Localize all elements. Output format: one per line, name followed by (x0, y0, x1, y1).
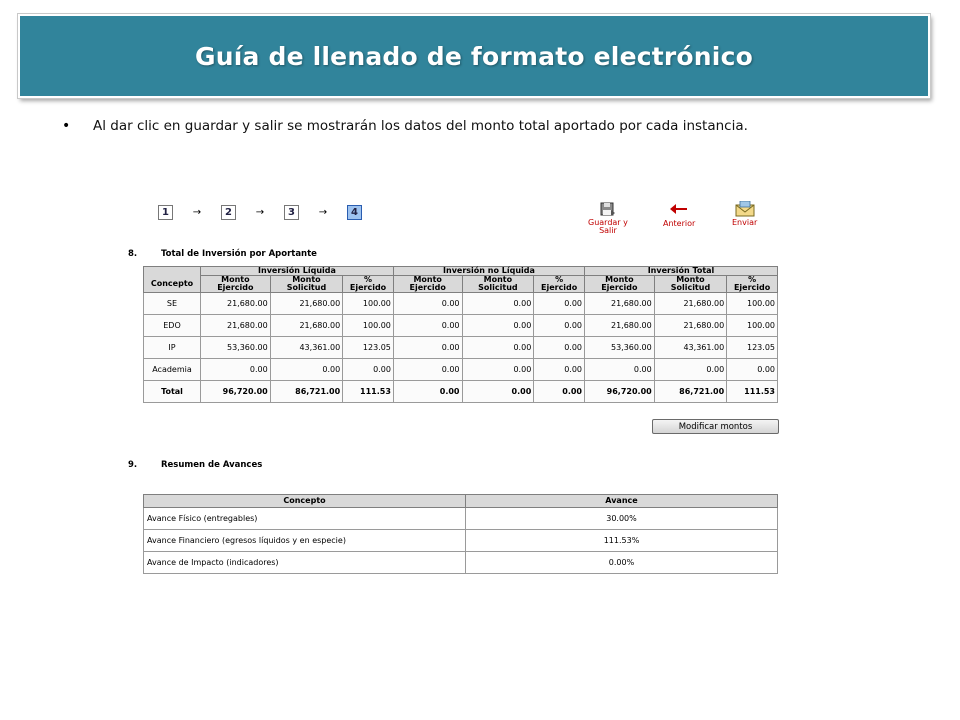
value-cell: 111.53 (343, 381, 394, 403)
value-cell: 53,360.00 (585, 337, 655, 359)
section-8-heading (128, 249, 317, 259)
envelope-icon (735, 201, 755, 217)
embedded-app-screenshot (120, 195, 790, 585)
summary-concept-cell: Avance Físico (entregables) (144, 508, 466, 530)
slide-title: Guía de llenado de formato electrónico (195, 41, 753, 71)
investment-table-body (144, 293, 778, 403)
table-row (144, 337, 778, 359)
progress-summary-table (143, 494, 778, 574)
group-header-total: Inversión Total (585, 267, 778, 276)
summary-header-row (144, 495, 778, 508)
summary-concept-cell: Avance de Impacto (indicadores) (144, 552, 466, 574)
value-cell: 0.00 (534, 337, 585, 359)
step-3-button[interactable]: 3 (284, 205, 299, 220)
value-cell: 0.00 (462, 381, 534, 403)
summary-concept-cell: Avance Financiero (egresos líquidos y en especie) (144, 530, 466, 552)
sub-header-pct-ejercido: % Ejercido (534, 276, 585, 293)
back-arrow-icon (669, 203, 689, 215)
value-cell: 0.00 (201, 359, 271, 381)
concept-header-spacer (144, 267, 201, 276)
step-arrow-icon: → (318, 207, 328, 218)
bullet-marker: • (62, 118, 71, 134)
sub-header-monto-solicitud: Monto Solicitud (654, 276, 726, 293)
previous-label: Anterior (663, 219, 696, 228)
section-8-number: 8. (128, 249, 138, 259)
row-concept-cell: Total (144, 381, 201, 403)
table-row (144, 530, 778, 552)
title-banner (18, 14, 930, 98)
value-cell: 86,721.00 (270, 381, 342, 403)
value-cell: 0.00 (393, 293, 462, 315)
step-4-button[interactable]: 4 (347, 205, 362, 220)
value-cell: 0.00 (534, 381, 585, 403)
summary-avance-cell: 30.00% (466, 508, 778, 530)
value-cell: 100.00 (727, 315, 778, 337)
value-cell: 0.00 (534, 293, 585, 315)
value-cell: 21,680.00 (585, 315, 655, 337)
value-cell: 0.00 (393, 359, 462, 381)
value-cell: 111.53 (727, 381, 778, 403)
value-cell: 21,680.00 (585, 293, 655, 315)
section-9-title: Resumen de Avances (160, 460, 263, 470)
row-concept-cell: IP (144, 337, 201, 359)
value-cell: 100.00 (727, 293, 778, 315)
step-navigation (158, 205, 362, 220)
value-cell: 0.00 (462, 315, 534, 337)
sub-header-pct-ejercido: % Ejercido (343, 276, 394, 293)
value-cell: 0.00 (393, 315, 462, 337)
previous-button[interactable] (663, 203, 695, 228)
sub-header-pct-ejercido: % Ejercido (727, 276, 778, 293)
value-cell: 43,361.00 (654, 337, 726, 359)
summary-header-concepto: Concepto (144, 495, 466, 508)
row-concept-cell: SE (144, 293, 201, 315)
table-row (144, 381, 778, 403)
value-cell: 0.00 (343, 359, 394, 381)
investment-table (143, 266, 778, 403)
summary-table-body (144, 508, 778, 574)
value-cell: 0.00 (393, 381, 462, 403)
section-9-heading (128, 460, 262, 470)
summary-avance-cell: 111.53% (466, 530, 778, 552)
value-cell: 0.00 (393, 337, 462, 359)
value-cell: 21,680.00 (654, 315, 726, 337)
table-row (144, 293, 778, 315)
step-arrow-icon: → (192, 207, 202, 218)
value-cell: 53,360.00 (201, 337, 271, 359)
value-cell: 100.00 (343, 293, 394, 315)
summary-header-avance: Avance (466, 495, 778, 508)
save-exit-button[interactable] (588, 201, 628, 235)
value-cell: 123.05 (343, 337, 394, 359)
value-cell: 43,361.00 (270, 337, 342, 359)
group-header-liquida: Inversión Líquida (201, 267, 394, 276)
value-cell: 100.00 (343, 315, 394, 337)
value-cell: 0.00 (462, 359, 534, 381)
value-cell: 21,680.00 (270, 315, 342, 337)
sub-header-monto-ejercido: Monto Ejercido (201, 276, 271, 293)
value-cell: 0.00 (462, 337, 534, 359)
modificar-montos-button[interactable]: Modificar montos (652, 419, 779, 434)
step-2-button[interactable]: 2 (221, 205, 236, 220)
table-row (144, 508, 778, 530)
sub-header-row (144, 276, 778, 293)
sub-header-monto-ejercido: Monto Ejercido (585, 276, 655, 293)
value-cell: 0.00 (270, 359, 342, 381)
value-cell: 21,680.00 (201, 293, 271, 315)
value-cell: 0.00 (654, 359, 726, 381)
bullet-text: Al dar clic en guardar y salir se mostrarán los datos del monto total aportado por cada instancia. (93, 118, 748, 134)
value-cell: 0.00 (462, 293, 534, 315)
sub-header-monto-solicitud: Monto Solicitud (462, 276, 534, 293)
send-button[interactable] (732, 201, 757, 227)
concept-header: Concepto (144, 276, 201, 293)
value-cell: 21,680.00 (201, 315, 271, 337)
step-arrow-icon: → (255, 207, 265, 218)
table-row (144, 552, 778, 574)
table-row (144, 359, 778, 381)
value-cell: 96,720.00 (585, 381, 655, 403)
group-header-no-liquida: Inversión no Líquida (393, 267, 584, 276)
value-cell: 21,680.00 (270, 293, 342, 315)
table-row (144, 315, 778, 337)
step-1-button[interactable]: 1 (158, 205, 173, 220)
value-cell: 0.00 (534, 359, 585, 381)
save-exit-label: Guardar y Salir (588, 218, 628, 235)
section-8-title: Total de Inversión por Aportante (160, 249, 317, 259)
value-cell: 21,680.00 (654, 293, 726, 315)
save-icon (599, 201, 617, 217)
summary-avance-cell: 0.00% (466, 552, 778, 574)
send-label: Enviar (732, 218, 758, 227)
value-cell: 0.00 (534, 315, 585, 337)
sub-header-monto-ejercido: Monto Ejercido (393, 276, 462, 293)
value-cell: 123.05 (727, 337, 778, 359)
value-cell: 86,721.00 (654, 381, 726, 403)
value-cell: 96,720.00 (201, 381, 271, 403)
value-cell: 0.00 (585, 359, 655, 381)
sub-header-monto-solicitud: Monto Solicitud (270, 276, 342, 293)
value-cell: 0.00 (727, 359, 778, 381)
row-concept-cell: Academia (144, 359, 201, 381)
row-concept-cell: EDO (144, 315, 201, 337)
section-9-number: 9. (128, 460, 138, 470)
